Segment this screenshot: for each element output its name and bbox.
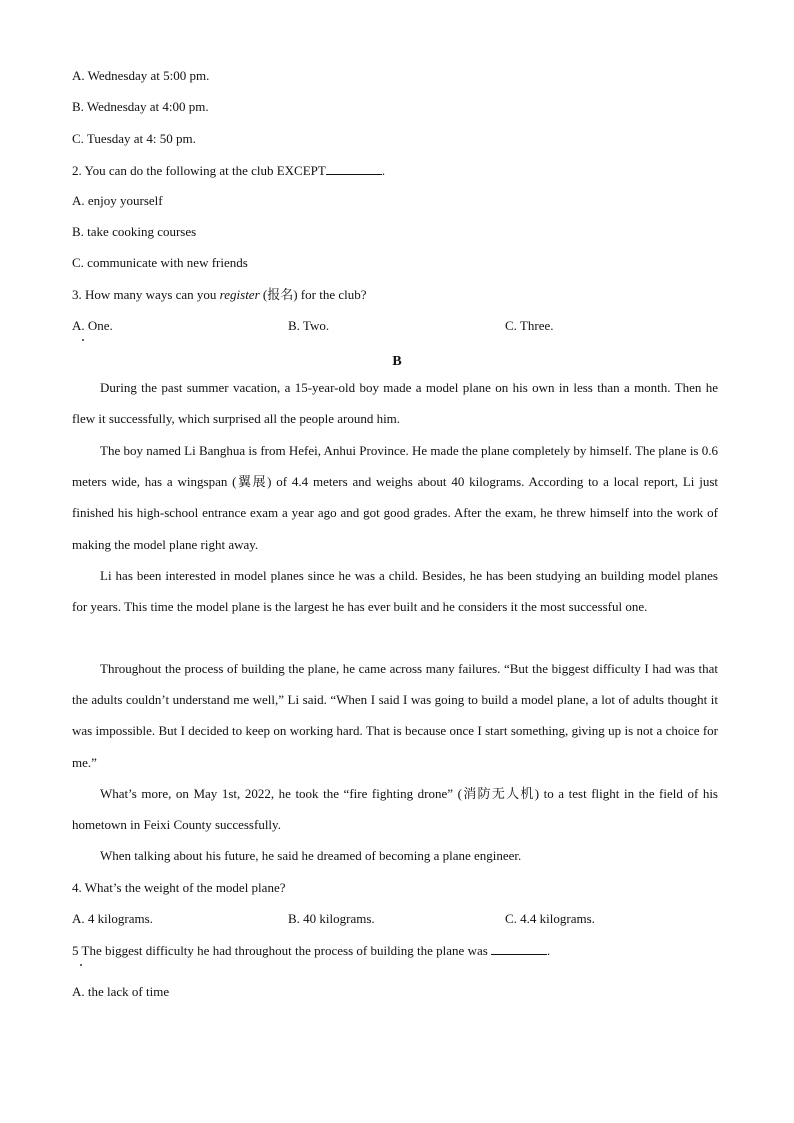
q1-option-c: C. Tuesday at 4: 50 pm. — [72, 131, 196, 146]
q3-stem-italic: register — [219, 287, 260, 302]
q5-option-a: A. the lack of time — [72, 984, 170, 999]
answer-blank — [326, 162, 382, 175]
passage-paragraph-2 — [72, 435, 718, 560]
q4-stem: 4. What’s the weight of the model plane? — [72, 880, 286, 895]
q5-stem-end: . — [547, 943, 551, 958]
q3-option-c: C. Three. — [505, 318, 554, 333]
q2-stem-text: 2. You can do the following at the club EXCEPT — [72, 163, 326, 178]
q5-stem-text: 5 The biggest difficulty he had throughout the process of building the plane was — [72, 943, 488, 958]
stray-dot — [80, 964, 82, 966]
q2-option-b: B. take cooking courses — [72, 224, 197, 239]
answer-blank — [491, 942, 547, 955]
q3-option-a: A. One. — [72, 318, 113, 333]
passage-paragraph-4 — [72, 653, 718, 778]
passage-paragraph-1 — [72, 372, 718, 434]
passage-paragraph-3 — [72, 560, 718, 622]
paragraph-text: Throughout the process of building the plane, he came across many failures. “But the biggest difficulty I had was that the adults couldn’t understand me well,” Li said. “When I said I was going to build a model plane, a lot of adults thought it was impossible. But I decided to keep on working hard. That is because once I start something, giving up is not a choice for me.” — [72, 661, 718, 770]
q2-option-c: C. communicate with new friends — [72, 255, 248, 270]
q3-stem — [72, 287, 367, 303]
paragraph-text: What’s more, on May 1st, 2022, he took the “fire fighting drone” (消防无人机) to a test flight in the field of his hometown in Feixi County successfully. — [72, 786, 718, 833]
q1-option-b: B. Wednesday at 4:00 pm. — [72, 99, 209, 114]
passage-paragraph-6 — [72, 840, 718, 871]
section-heading: B — [392, 354, 402, 369]
paragraph-text: During the past summer vacation, a 15-year-old boy made a model plane on his own in less than a month. Then he flew it successfully, which surprised all the people around him. — [72, 380, 718, 427]
q3-stem-pre: 3. How many ways can you — [72, 287, 220, 302]
q2-stem — [72, 162, 385, 179]
q4-option-c: C. 4.4 kilograms. — [505, 911, 595, 926]
q4-option-a: A. 4 kilograms. — [72, 911, 153, 926]
q1-option-a: A. Wednesday at 5:00 pm. — [72, 68, 210, 83]
paragraph-text: The boy named Li Banghua is from Hefei, Anhui Province. He made the plane completely by himself. The plane is 0.6 meters wide, has a wingspan (翼展) of 4.4 meters and weighs about 40 kilograms. According to a local report, Li just finished his high-school entrance exam a year ago and got good grades. After the exam, he threw himself into the work of making the model plane right away. — [72, 443, 718, 552]
q2-stem-end: . — [381, 163, 386, 178]
paragraph-text: Li has been interested in model planes since he was a child. Besides, he has been studying an building model planes for years. This time the model plane is the largest he has ever built and he considers it the most successful one. — [72, 568, 718, 615]
q2-option-a: A. enjoy yourself — [72, 193, 163, 208]
passage-paragraph-5 — [72, 778, 718, 840]
stray-dot — [82, 339, 84, 341]
q4-option-b: B. 40 kilograms. — [288, 911, 375, 926]
q3-stem-post: (报名) for the club? — [259, 287, 367, 302]
q5-stem — [72, 942, 550, 959]
q3-option-b: B. Two. — [288, 318, 330, 333]
paragraph-text: When talking about his future, he said he dreamed of becoming a plane engineer. — [100, 848, 522, 863]
